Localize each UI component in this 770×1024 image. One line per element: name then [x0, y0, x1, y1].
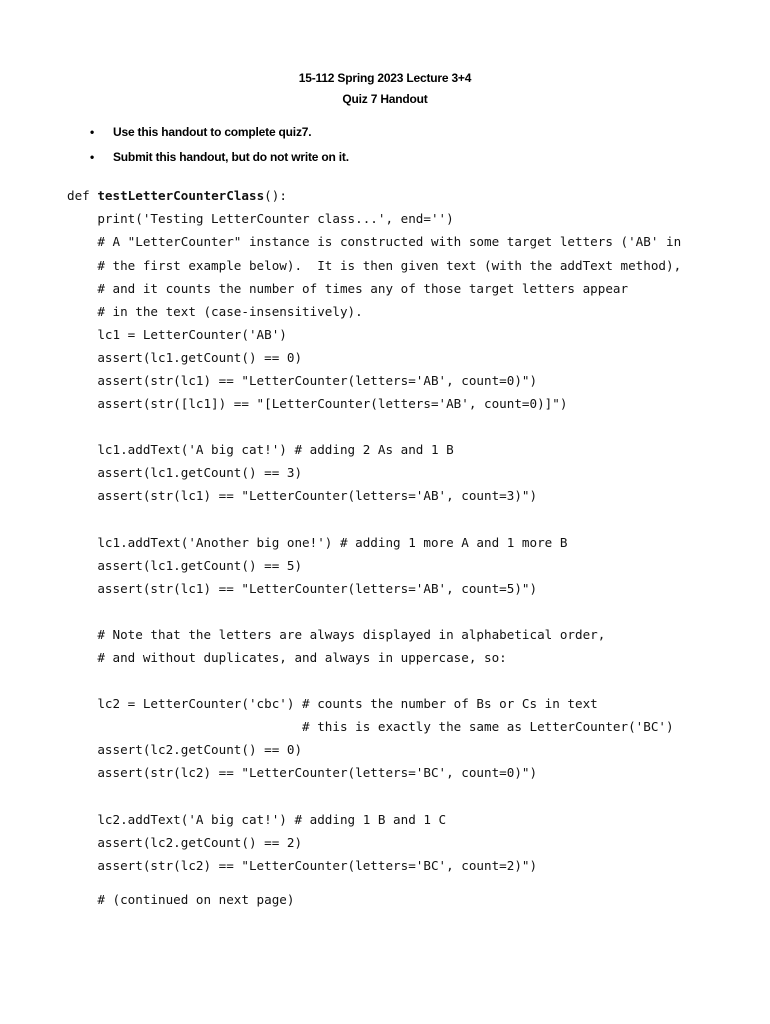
code-line: # A "LetterCounter" instance is constructed with some target letters ('AB' in	[67, 234, 682, 249]
code-line: # and it counts the number of times any of those target letters appear	[67, 281, 629, 296]
code-line: assert(str(lc2) == "LetterCounter(letters='BC', count=2)")	[67, 858, 538, 873]
instruction-item	[88, 149, 349, 174]
bullet-icon: •	[90, 150, 95, 164]
code-line: lc1.addText('A big cat!') # adding 2 As and 1 B	[67, 442, 454, 457]
instruction-text: Use this handout to complete quiz7.	[113, 125, 312, 139]
handout-title: 15-112 Spring 2023 Lecture 3+4	[298, 71, 472, 85]
code-line-def	[67, 187, 287, 205]
code-line: # the first example below). It is then given text (with the addText method),	[67, 258, 682, 273]
code-line: # Note that the letters are always displayed in alphabetical order,	[67, 627, 606, 642]
code-line: lc1.addText('Another big one!') # adding 1 more A and 1 more B	[67, 535, 568, 550]
code-line: # and without duplicates, and always in uppercase, so:	[67, 650, 507, 665]
code-line: assert(lc1.getCount() == 3)	[67, 465, 303, 480]
instructions-list	[88, 124, 349, 174]
code-line: # (continued on next page)	[67, 892, 295, 907]
handout-subtitle: Quiz 7 Handout	[342, 92, 428, 106]
code-line: assert(lc2.getCount() == 2)	[67, 835, 303, 850]
def-suffix: ():	[264, 188, 287, 203]
code-line: assert(str([lc1]) == "[LetterCounter(letters='AB', count=0)]")	[67, 396, 568, 411]
code-line: assert(lc2.getCount() == 0)	[67, 742, 303, 757]
code-line: print('Testing LetterCounter class...', end='')	[67, 211, 454, 226]
code-line: assert(lc1.getCount() == 0)	[67, 350, 303, 365]
code-line: assert(lc1.getCount() == 5)	[67, 558, 303, 573]
code-line: # this is exactly the same as LetterCounter('BC')	[67, 719, 674, 734]
code-line: lc2.addText('A big cat!') # adding 1 B and 1 C	[67, 812, 447, 827]
code-line: assert(str(lc1) == "LetterCounter(letters='AB', count=0)")	[67, 373, 538, 388]
code-line: assert(str(lc1) == "LetterCounter(letters='AB', count=5)")	[67, 581, 538, 596]
function-name: testLetterCounterClass	[97, 188, 265, 203]
code-line: lc2 = LetterCounter('cbc') # counts the number of Bs or Cs in text	[67, 696, 598, 711]
code-line: # in the text (case-insensitively).	[67, 304, 363, 319]
code-line: lc1 = LetterCounter('AB')	[67, 327, 287, 342]
instruction-text: Submit this handout, but do not write on it.	[113, 150, 349, 164]
bullet-icon: •	[90, 125, 95, 139]
code-line: assert(str(lc1) == "LetterCounter(letters='AB', count=3)")	[67, 488, 538, 503]
code-line: assert(str(lc2) == "LetterCounter(letters='BC', count=0)")	[67, 765, 538, 780]
def-keyword: def	[67, 188, 98, 203]
instruction-item	[88, 124, 349, 149]
